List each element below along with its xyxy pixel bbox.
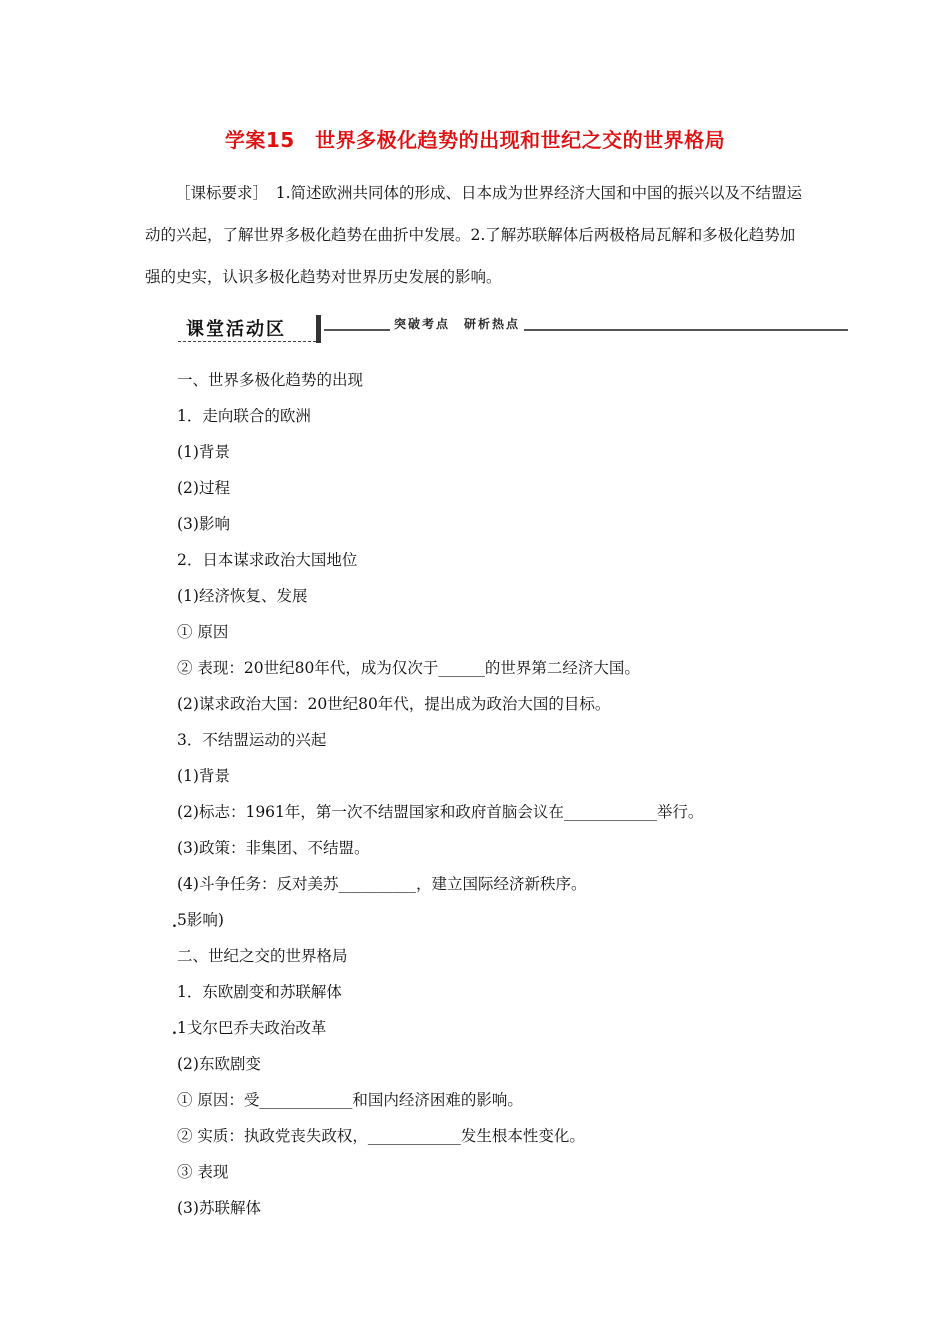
outline-list — [177, 368, 827, 1232]
outline-item: (1)经济恢复、发展 — [177, 587, 308, 605]
outline-item: 2．日本谋求政治大国地位 — [177, 551, 358, 569]
outline-item: (2)谋求政治大国：20世纪80年代，提出成为政治大国的目标。 — [177, 695, 611, 713]
fill-in-blank-item: (4)斗争任务：反对美苏__________，建立国际经济新秩序。 — [177, 875, 587, 893]
curriculum-requirement: ［课标要求］ 1.简述欧洲共同体的形成、日本成为世界经济大国和中国的振兴以及不结盟运动的兴起，了解世界多极化趋势在曲折中发展。2.了解苏联解体后两极格局瓦解和多极化趋势加强的史实，认识多极化趋势对世界历史发展的影响。 — [145, 184, 803, 286]
outline-item: (2)东欧剧变 — [177, 1055, 261, 1073]
banner-divider-bar — [316, 315, 321, 343]
section-heading: 一、世界多极化趋势的出现 — [177, 371, 364, 389]
fill-in-blank-item: ① 原因：受____________和国内经济困难的影响。 — [177, 1091, 523, 1109]
fill-in-blank-item: (2)标志：1961年，第一次不结盟国家和政府首脑会议在____________举行。 — [177, 803, 704, 821]
outline-item: 3．不结盟运动的兴起 — [177, 731, 327, 749]
stray-dot-mark: . — [172, 1022, 177, 1038]
banner-subtitle: 突破考点 研析热点 — [390, 315, 524, 332]
section-heading: 二、世纪之交的世界格局 — [177, 947, 348, 965]
fill-in-blank-item: ② 实质：执政党丧失政权，____________发生根本性变化。 — [177, 1127, 585, 1145]
banner-label-box — [178, 313, 316, 342]
outline-item: 1戈尔巴乔夫政治改革 — [177, 1019, 327, 1037]
outline-item: (1)背景 — [177, 443, 230, 461]
outline-item: (2)过程 — [177, 479, 230, 497]
fill-in-blank-item: ② 表现：20世纪80年代，成为仅次于______的世界第二经济大国。 — [177, 659, 640, 677]
outline-item: ③ 表现 — [177, 1163, 229, 1181]
outline-item: (3)政策：非集团、不结盟。 — [177, 839, 370, 857]
page-title: 学案15 世界多极化趋势的出现和世纪之交的世界格局 — [224, 128, 726, 152]
banner-label: 课堂活动区 — [186, 319, 286, 340]
outline-item: (1)背景 — [177, 767, 230, 785]
section-banner — [178, 313, 848, 345]
outline-item: (3)影响 — [177, 515, 230, 533]
outline-item: ① 原因 — [177, 623, 229, 641]
outline-item: 5影响) — [177, 911, 224, 929]
outline-item: 1．走向联合的欧洲 — [177, 407, 311, 425]
outline-item: (3)苏联解体 — [177, 1199, 261, 1217]
outline-item: 1．东欧剧变和苏联解体 — [177, 983, 342, 1001]
stray-dot-mark: . — [172, 915, 177, 931]
